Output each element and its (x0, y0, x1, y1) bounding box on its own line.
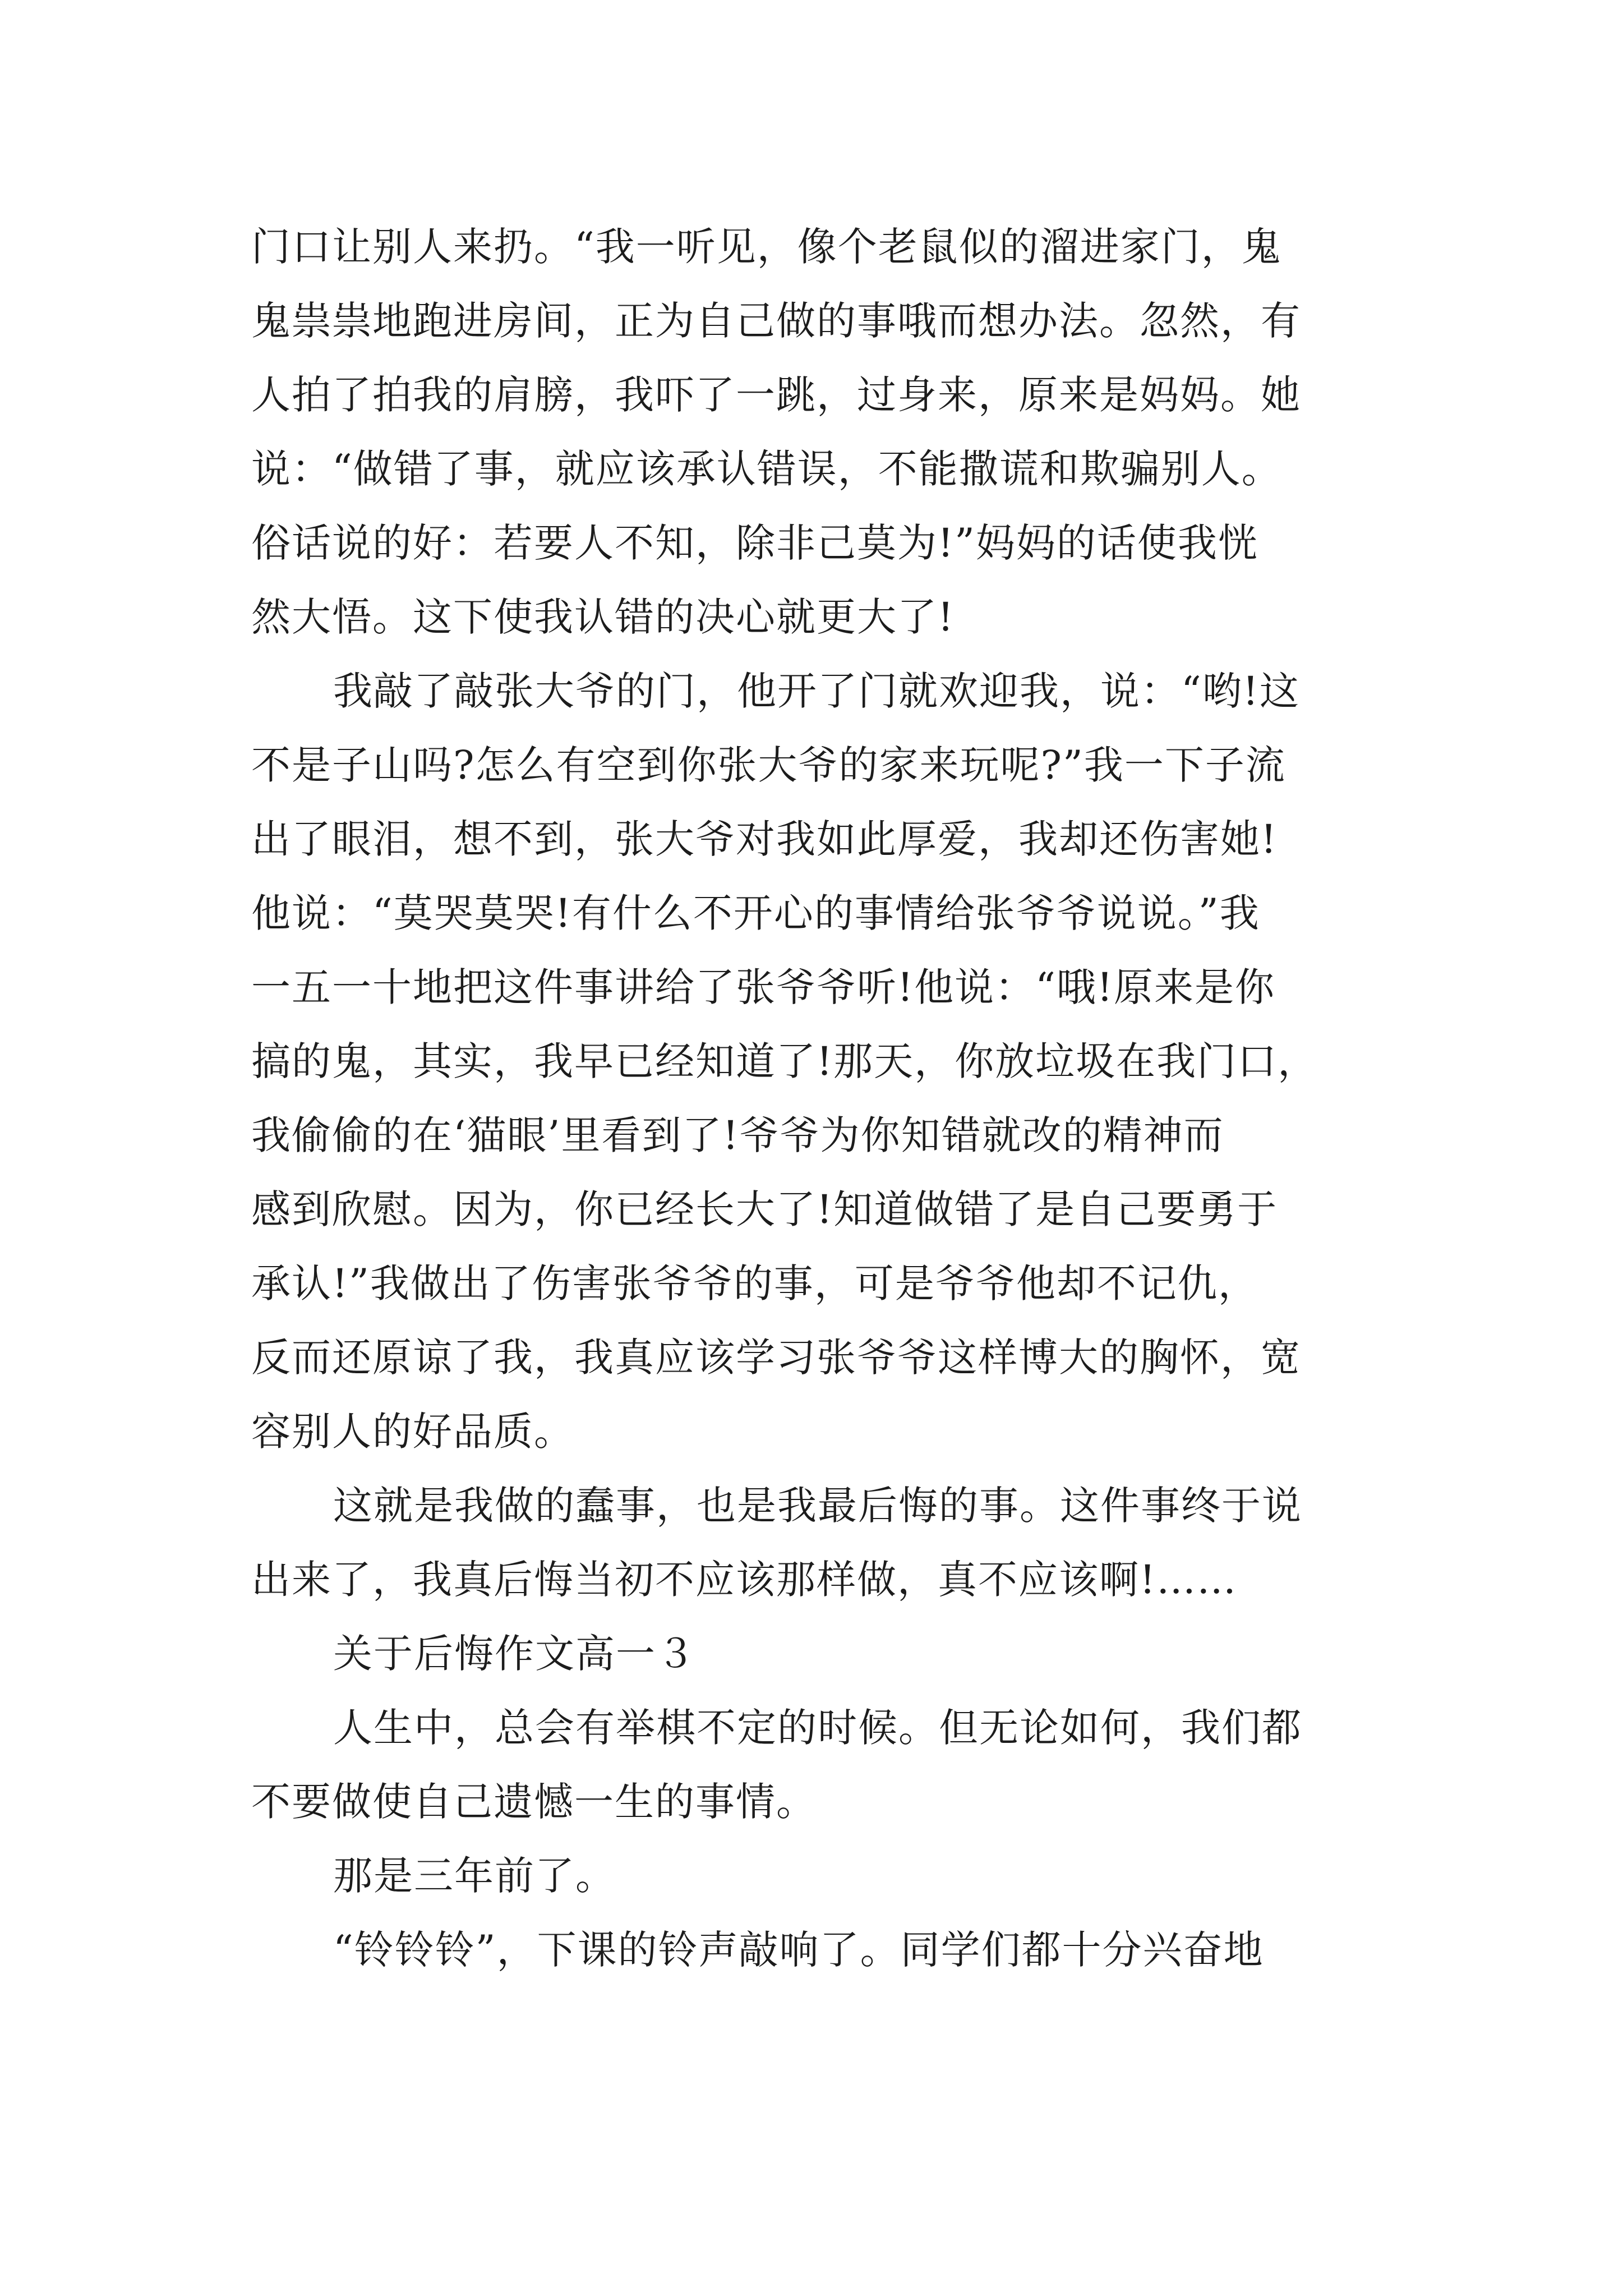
text-line: 他说：“莫哭莫哭!有什么不开心的事情给张爷爷说说。”我 (251, 890, 1260, 936)
text-line: 承认!”我做出了伤害张爷爷的事，可是爷爷他却不记仇， (251, 1260, 1258, 1306)
text-line: 感到欣慰。因为，你已经长大了!知道做错了是自己要勇于 (251, 1186, 1278, 1232)
text-line: 不是子山吗?怎么有空到你张大爷的家来玩呢?”我一下子流 (251, 742, 1286, 788)
text-line: 不要做使自己遗憾一生的事情。 (251, 1779, 817, 1825)
text-line: 说：“做错了事，就应该承认错误，不能撒谎和欺骗别人。 (251, 446, 1282, 492)
text-line: 出来了，我真后悔当初不应该那样做，真不应该啊!…… (251, 1557, 1238, 1603)
text-line: 出了眼泪，想不到，张大爷对我如此厚爱，我却还伤害她! (251, 816, 1278, 862)
text-line: 关于后悔作文高一３ (333, 1631, 697, 1677)
text-line: 门口让别人来扔。“我一听见，像个老鼠似的溜进家门，鬼 (251, 224, 1282, 270)
text-line: 那是三年前了。 (333, 1853, 616, 1899)
text-line: 然大悟。这下使我认错的决心就更大了! (251, 594, 955, 640)
text-line: 人生中，总会有举棋不定的时候。但无论如何，我们都 (333, 1705, 1302, 1751)
text-line: 鬼祟祟地跑进房间，正为自己做的事哦而想办法。忽然，有 (251, 298, 1301, 344)
document-body (251, 210, 1390, 1987)
text-line: 俗话说的好：若要人不知，除非己莫为!”妈妈的话使我恍 (251, 520, 1258, 566)
text-line: 搞的鬼，其实，我早已经知道了!那天，你放垃圾在我门口， (251, 1038, 1318, 1084)
text-line: “铃铃铃”，下课的铃声敲响了。同学们都十分兴奋地 (333, 1927, 1264, 1973)
text-line: 这就是我做的蠢事，也是我最后悔的事。这件事终于说 (333, 1483, 1302, 1529)
text-line: 容别人的好品质。 (251, 1409, 574, 1455)
text-line: 我偷偷的在‘猫眼’里看到了!爷爷为你知错就改的精神而 (251, 1112, 1224, 1158)
text-line: 人拍了拍我的肩膀，我吓了一跳，过身来，原来是妈妈。她 (251, 372, 1301, 418)
text-line: 一五一十地把这件事讲给了张爷爷听!他说：“哦!原来是你 (251, 964, 1276, 1010)
text-line: 反而还原谅了我，我真应该学习张爷爷这样博大的胸怀，宽 (251, 1335, 1301, 1381)
text-line: 我敲了敲张大爷的门，他开了门就欢迎我，说：“哟!这 (333, 668, 1300, 714)
